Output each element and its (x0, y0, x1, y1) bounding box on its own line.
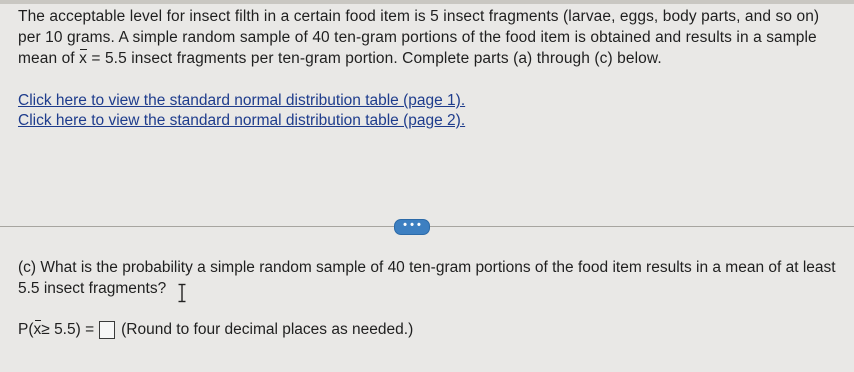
answer-row (18, 319, 413, 341)
table-links (18, 91, 838, 131)
text-cursor-icon (177, 283, 187, 303)
problem-area (18, 6, 838, 131)
sample-mean-symbol: x (79, 50, 87, 67)
prob-mean-symbol: x (34, 319, 42, 341)
expand-more-button[interactable]: • • • (394, 219, 430, 235)
sample-mean-value: = 5.5 (86, 50, 127, 67)
prob-prefix: P( (18, 321, 34, 338)
normal-table-page-2-link[interactable]: Click here to view the standard normal distribution table (page 2). (18, 112, 466, 129)
part-c-question: (c) What is the probability a simple random sample of 40 ten-gram portions of the food item results in a mean of at least 5.5 insect fragments? (18, 259, 836, 297)
problem-text-start: The acceptable level for insect filth in a certain food item is 5 insect fragments (larvae, eggs, body parts, and so on) per 10 grams. A simple random sample of 40 ten-gram portions of the food item is obtained and results in a sample mean of (18, 8, 820, 67)
answer-input[interactable] (99, 321, 115, 339)
problem-text-end: insect fragments per ten-gram portion. Complete parts (a) through (c) below. (126, 50, 662, 67)
rounding-instruction: (Round to four decimal places as needed.) (121, 321, 414, 338)
normal-table-page-1-link[interactable]: Click here to view the standard normal distribution table (page 1). (18, 92, 466, 109)
top-border (0, 0, 854, 4)
prob-condition: ≥ 5.5) = (41, 321, 95, 338)
problem-statement (18, 6, 838, 69)
